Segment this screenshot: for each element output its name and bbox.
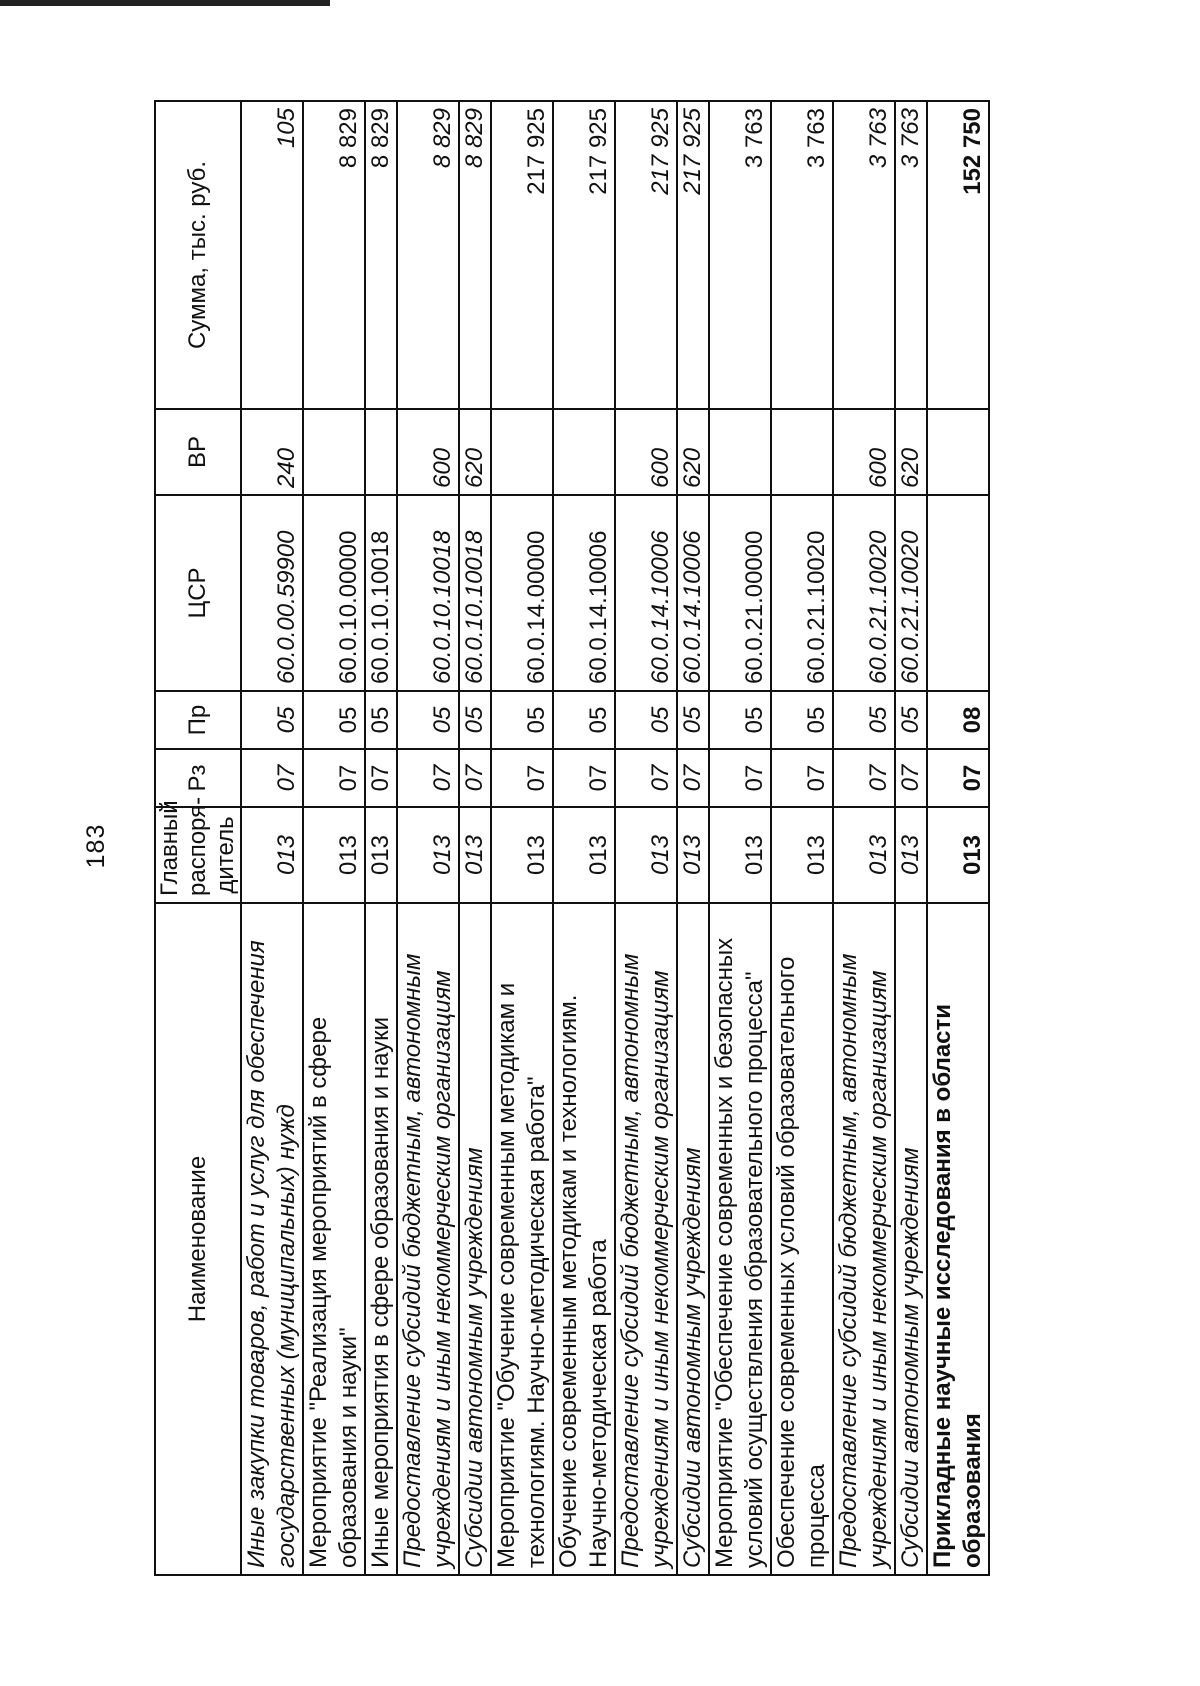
cell-admin: 013	[709, 807, 771, 903]
table-row	[365, 101, 397, 1575]
cell-vr: 600	[615, 409, 677, 495]
cell-sum: 217 925	[553, 101, 615, 409]
cell-csr: 60.0.10.10018	[365, 495, 397, 691]
header-csr: ЦСР	[155, 495, 241, 691]
page-number: 183	[82, 823, 110, 869]
table-row	[459, 101, 491, 1575]
cell-rz: 07	[709, 749, 771, 807]
cell-sum: 8 829	[303, 101, 365, 409]
cell-sum: 105	[241, 101, 303, 409]
table-row	[303, 101, 365, 1575]
cell-name: Иные мероприятия в сфере образования и науки	[365, 903, 397, 1575]
cell-vr: 600	[833, 409, 895, 495]
cell-vr: 620	[677, 409, 709, 495]
cell-pr: 05	[677, 691, 709, 749]
cell-vr	[927, 409, 989, 495]
table-row	[771, 101, 833, 1575]
cell-csr: 60.0.10.10018	[397, 495, 459, 691]
cell-vr	[553, 409, 615, 495]
header-vr: ВР	[155, 409, 241, 495]
cell-rz: 07	[771, 749, 833, 807]
cell-admin: 013	[553, 807, 615, 903]
cell-sum: 8 829	[397, 101, 459, 409]
cell-rz: 07	[241, 749, 303, 807]
cell-csr: 60.0.14.00000	[491, 495, 553, 691]
cell-csr: 60.0.14.10006	[677, 495, 709, 691]
cell-sum: 3 763	[833, 101, 895, 409]
cell-pr: 05	[833, 691, 895, 749]
cell-admin: 013	[491, 807, 553, 903]
cell-pr: 05	[709, 691, 771, 749]
budget-table	[154, 100, 990, 1576]
cell-rz: 07	[365, 749, 397, 807]
cell-rz: 07	[459, 749, 491, 807]
cell-sum: 3 763	[895, 101, 927, 409]
table-row	[241, 101, 303, 1575]
cell-rz: 07	[553, 749, 615, 807]
cell-vr	[365, 409, 397, 495]
table-row	[677, 101, 709, 1575]
cell-vr	[303, 409, 365, 495]
cell-csr: 60.0.10.10018	[459, 495, 491, 691]
header-name: Наименование	[155, 903, 241, 1575]
table-row	[491, 101, 553, 1575]
table-row	[397, 101, 459, 1575]
cell-pr: 05	[895, 691, 927, 749]
cell-csr: 60.0.10.00000	[303, 495, 365, 691]
cell-name: Субсидии автономным учреждениям	[459, 903, 491, 1575]
table-row	[615, 101, 677, 1575]
cell-csr	[927, 495, 989, 691]
cell-csr: 60.0.00.59900	[241, 495, 303, 691]
cell-name: Мероприятие "Обучение современным методикам и технологиям. Научно-методическая работа"	[491, 903, 553, 1575]
cell-name: Предоставление субсидий бюджетным, автономным учреждениям и иным некоммерческим организациям	[615, 903, 677, 1575]
cell-rz: 07	[491, 749, 553, 807]
cell-sum: 8 829	[365, 101, 397, 409]
cell-name: Субсидии автономным учреждениям	[895, 903, 927, 1575]
table-row	[553, 101, 615, 1575]
cell-vr: 600	[397, 409, 459, 495]
cell-rz: 07	[303, 749, 365, 807]
cell-vr: 620	[895, 409, 927, 495]
cell-pr: 05	[615, 691, 677, 749]
cell-pr: 05	[365, 691, 397, 749]
cell-pr: 05	[303, 691, 365, 749]
cell-admin: 013	[365, 807, 397, 903]
cell-vr: 620	[459, 409, 491, 495]
table-header-row	[155, 101, 241, 1575]
cell-admin: 013	[459, 807, 491, 903]
cell-sum: 3 763	[709, 101, 771, 409]
cell-name: Иные закупки товаров, работ и услуг для обеспечения государственных (муниципальных) нужд	[241, 903, 303, 1575]
cell-csr: 60.0.14.10006	[615, 495, 677, 691]
cell-name: Обеспечение современных условий образовательного процесса	[771, 903, 833, 1575]
header-pr: Пр	[155, 691, 241, 749]
cell-sum: 217 925	[677, 101, 709, 409]
cell-vr	[709, 409, 771, 495]
cell-name: Предоставление субсидий бюджетным, автономным учреждениям и иным некоммерческим организациям	[397, 903, 459, 1575]
cell-name: Мероприятие "Обеспечение современных и безопасных условий осуществления образовательного процесса"	[709, 903, 771, 1575]
cell-admin: 013	[771, 807, 833, 903]
cell-csr: 60.0.14.10006	[553, 495, 615, 691]
cell-sum: 152 750	[927, 101, 989, 409]
table-body	[241, 101, 989, 1575]
cell-pr: 05	[491, 691, 553, 749]
cell-admin: 013	[615, 807, 677, 903]
cell-admin: 013	[241, 807, 303, 903]
cell-admin: 013	[833, 807, 895, 903]
cell-rz: 07	[397, 749, 459, 807]
cell-admin: 013	[397, 807, 459, 903]
cell-admin: 013	[303, 807, 365, 903]
cell-rz: 07	[615, 749, 677, 807]
cell-admin: 013	[927, 807, 989, 903]
cell-csr: 60.0.21.10020	[771, 495, 833, 691]
cell-rz: 07	[677, 749, 709, 807]
cell-rz: 07	[895, 749, 927, 807]
cell-rz: 07	[927, 749, 989, 807]
cell-csr: 60.0.21.00000	[709, 495, 771, 691]
table-row	[833, 101, 895, 1575]
cell-csr: 60.0.21.10020	[833, 495, 895, 691]
cell-pr: 05	[459, 691, 491, 749]
table-row	[895, 101, 927, 1575]
header-rz: Рз	[155, 749, 241, 807]
cell-rz: 07	[833, 749, 895, 807]
cell-pr: 08	[927, 691, 989, 749]
cell-sum: 8 829	[459, 101, 491, 409]
cell-name: Предоставление субсидий бюджетным, автономным учреждениям и иным некоммерческим организациям	[833, 903, 895, 1575]
cell-admin: 013	[895, 807, 927, 903]
cell-pr: 05	[241, 691, 303, 749]
cell-vr	[491, 409, 553, 495]
cell-pr: 05	[553, 691, 615, 749]
cell-sum: 217 925	[615, 101, 677, 409]
cell-name: Прикладные научные исследования в области образования	[927, 903, 989, 1575]
cell-csr: 60.0.21.10020	[895, 495, 927, 691]
cell-name: Субсидии автономным учреждениям	[677, 903, 709, 1575]
cell-admin: 013	[677, 807, 709, 903]
cell-vr: 240	[241, 409, 303, 495]
table-row	[927, 101, 989, 1575]
table-row	[709, 101, 771, 1575]
cell-pr: 05	[771, 691, 833, 749]
cell-vr	[771, 409, 833, 495]
cell-name: Мероприятие "Реализация мероприятий в сфере образования и науки"	[303, 903, 365, 1575]
header-admin: Главный распоря-дитель	[155, 807, 241, 903]
cell-pr: 05	[397, 691, 459, 749]
cell-sum: 3 763	[771, 101, 833, 409]
cell-name: Обучение современным методикам и технологиям. Научно-методическая работа	[553, 903, 615, 1575]
header-sum: Сумма, тыс. руб.	[155, 101, 241, 409]
cell-sum: 217 925	[491, 101, 553, 409]
